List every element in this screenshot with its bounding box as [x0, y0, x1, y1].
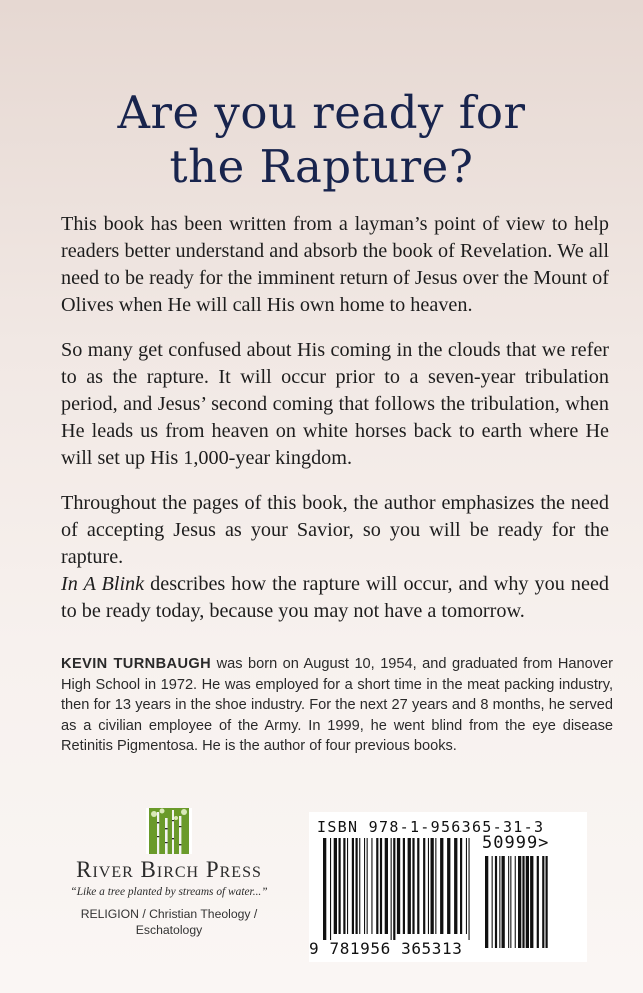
isbn-digits: 9 781956 365313: [309, 939, 463, 958]
description-paragraph-3-main: Throughout the pages of this book, the author emphasizes the need of accepting Jesus as your Savior, so you will be ready for the rapture.: [61, 492, 609, 568]
category: [56, 906, 282, 938]
birch-trees-icon: [146, 808, 192, 854]
category-line-1: RELIGION / Christian Theology /: [80, 907, 258, 921]
book-title: In A Blink: [61, 573, 145, 595]
description-paragraph-3-rest: describes how the rapture will occur, and why you need to be ready today, because you may not have a tomorrow.: [61, 573, 609, 622]
author-bio-text: was born on August 10, 1954, and graduated from Hanover High School in 1972. He was employed for a short time in the meat packing industry, then for 13 years in the shoe industry. For the next 27 years and 8 months, he served as a civilian employee of the Army. In 1999, he went blind from the eye disease Retinitis Pigmentosa. He is the author of four previous books.: [61, 656, 613, 754]
headline-line-2: the Rapture?: [169, 140, 474, 193]
price-code: 50999>: [482, 833, 550, 853]
publisher-name-text: River Birch Press: [76, 857, 262, 882]
description-paragraph-2: So many get confused about His coming in the clouds that we refer to as the rapture. It will occur prior to a seven-year tribulation period, and Jesus’ second coming that follows the tribulation, when He leads us from heaven on white horses back to earth where He will set up His 1,000-year kingdom.: [61, 339, 609, 469]
publisher-tagline: “Like a tree planted by streams of water...”: [70, 886, 268, 898]
description: [61, 211, 609, 625]
author-bio: [61, 654, 613, 757]
isbn-barcode: [309, 812, 587, 962]
headline: [0, 86, 643, 194]
description-paragraph-3: [61, 490, 609, 625]
publisher-name: [56, 857, 282, 883]
isbn-label: ISBN 978-1-956365-31-3: [317, 818, 545, 836]
description-paragraph-1: This book has been written from a layman’s point of view to help readers better understand and absorb the book of Revelation. We all need to be ready for the imminent return of Jesus over the Mount of Olives when He will call His own home to heaven.: [61, 213, 609, 316]
author-name: KEVIN TURNBAUGH: [61, 656, 212, 672]
headline-line-1: Are you ready for: [117, 86, 526, 139]
category-line-2: Eschatology: [135, 923, 203, 937]
